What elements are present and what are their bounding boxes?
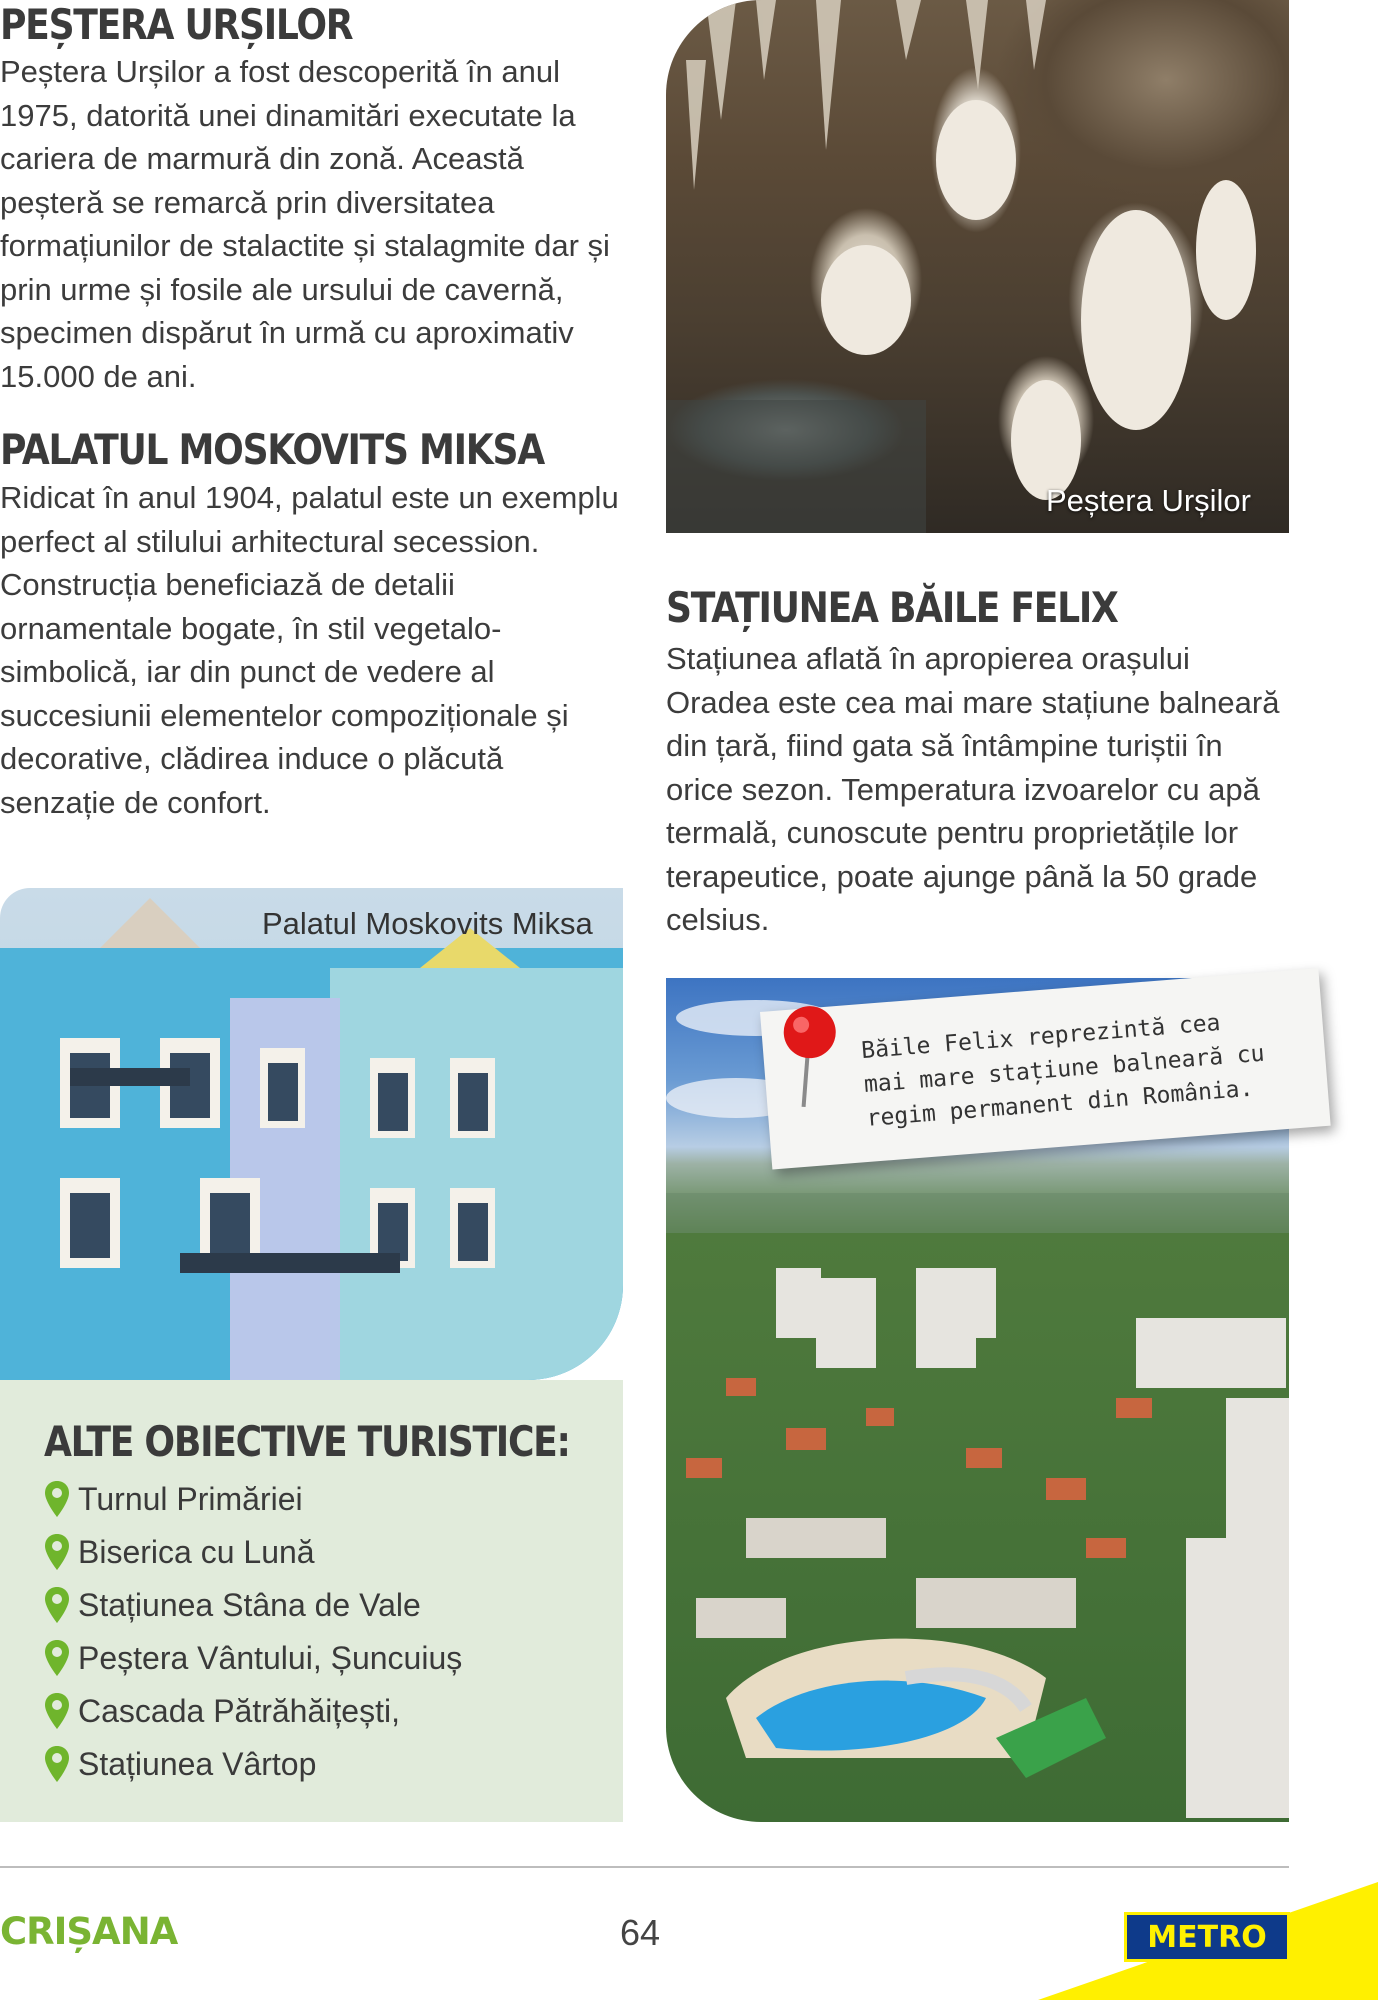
list-item-label: Biserica cu Lună <box>78 1533 315 1570</box>
footer-region-label: CRIȘANA <box>0 1910 178 1953</box>
list-item <box>44 1636 462 1680</box>
cave-photo <box>666 0 1289 533</box>
list-item <box>44 1530 315 1574</box>
list-item-label: Peștera Vântului, Șuncuiuș <box>78 1639 463 1676</box>
footer-divider <box>0 1866 1289 1868</box>
metro-logo <box>1124 1912 1290 1962</box>
stalactites-graphic <box>666 0 1289 533</box>
list-item <box>44 1742 316 1786</box>
metro-logo-text: METRO <box>1147 1919 1267 1955</box>
other-sights-heading: ALTE OBIECTIVE TURISTICE: <box>44 1417 570 1466</box>
palace-description: Ridicat în anul 1904, palatul este un exemplu perfect al stilului arhitectural secession. Construcția beneficiază de detalii ornamentale bogate, în stil vegetalo-simbolică, iar din punct de vedere al succesiunii elementelor compoziționale și decorative, clădirea induce o plăcută senzație de confort. <box>0 480 619 820</box>
palace-facade-graphic <box>0 888 623 1380</box>
location-pin-icon <box>44 1586 70 1624</box>
palace-photo-caption: Palatul Moskovits Miksa <box>262 906 593 941</box>
push-pin-icon <box>771 1000 849 1115</box>
location-pin-icon <box>44 1692 70 1730</box>
list-item-label: Turnul Primăriei <box>78 1480 303 1517</box>
location-pin-icon <box>44 1639 70 1677</box>
list-item <box>44 1689 400 1733</box>
other-sights-box <box>0 1380 623 1822</box>
list-item-label: Cascada Pătrăhăițești, <box>78 1692 400 1729</box>
felix-description: Stațiunea aflată în apropierea orașului Oradea este cea mai mare stațiune balneară din țară, fiind gata să întâmpine turiștii în orice sezon. Temperatura izvoarelor cu apă termală, cunoscute pentru proprietățile lor terapeutice, poate ajunge până la 50 grade celsius. <box>666 641 1280 937</box>
list-item-label: Stațiunea Stâna de Vale <box>78 1586 421 1623</box>
cave-description: Peștera Urșilor a fost descoperită în anul 1975, datorită unei dinamitări executate la cariera de marmură din zonă. Această peșteră se remarcă prin diversitatea formațiunilor de stalactite și stalagmite dar și prin urme și fosile ale ursului de cavernă, specimen dispărut în urmă cu aproximativ 15.000 de ani. <box>0 54 610 394</box>
list-item-label: Stațiunea Vârtop <box>78 1745 317 1782</box>
location-pin-icon <box>44 1745 70 1783</box>
palace-photo <box>0 888 623 1380</box>
cave-photo-caption: Peștera Urșilor <box>1046 483 1251 518</box>
page-number: 64 <box>620 1912 661 1953</box>
list-item <box>44 1477 303 1521</box>
cave-heading: PEȘTERA URȘILOR <box>0 0 353 49</box>
palace-heading: PALATUL MOSKOVITS MIKSA <box>0 425 544 474</box>
list-item <box>44 1583 421 1627</box>
felix-note-text: Băile Felix reprezintă cea mai mare stațiune balneară cu regim permanent din România. <box>860 1009 1266 1132</box>
felix-heading: STAȚIUNEA BĂILE FELIX <box>666 583 1118 632</box>
location-pin-icon <box>44 1480 70 1518</box>
location-pin-icon <box>44 1533 70 1571</box>
